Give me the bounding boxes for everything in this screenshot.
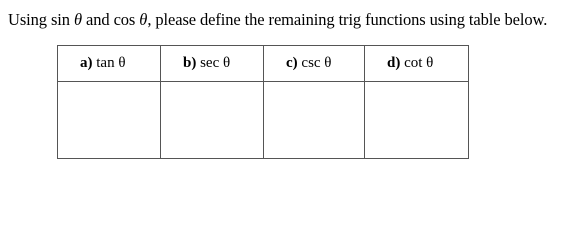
answer-cell-sec[interactable]: [161, 82, 264, 159]
header-function: tan θ: [96, 55, 126, 71]
theta-symbol: θ: [73, 10, 82, 29]
cos-function: cos: [113, 10, 136, 29]
sin-function: sin: [50, 10, 70, 29]
table-answer-row: [58, 82, 469, 159]
header-cot: [365, 46, 469, 82]
answer-cell-cot[interactable]: [365, 82, 469, 159]
header-csc: [264, 46, 365, 82]
instruction-prefix: Using: [8, 10, 47, 29]
header-letter: a): [80, 55, 93, 71]
answer-cell-tan[interactable]: [58, 82, 161, 159]
answer-cell-csc[interactable]: [264, 82, 365, 159]
header-letter: c): [286, 55, 298, 71]
table-header-row: [58, 46, 469, 82]
theta-symbol: θ: [139, 10, 148, 29]
header-letter: b): [183, 55, 197, 71]
instruction-and: and: [86, 10, 110, 29]
header-function: sec θ: [200, 55, 231, 71]
header-tan: [58, 46, 161, 82]
header-function: cot θ: [404, 55, 434, 71]
trig-functions-table: [57, 45, 469, 159]
header-sec: [161, 46, 264, 82]
instruction-suffix: , please define the remaining trig functions using table below.: [147, 10, 548, 29]
header-function: csc θ: [301, 55, 332, 71]
header-letter: d): [387, 55, 401, 71]
instruction-text: [8, 10, 547, 30]
